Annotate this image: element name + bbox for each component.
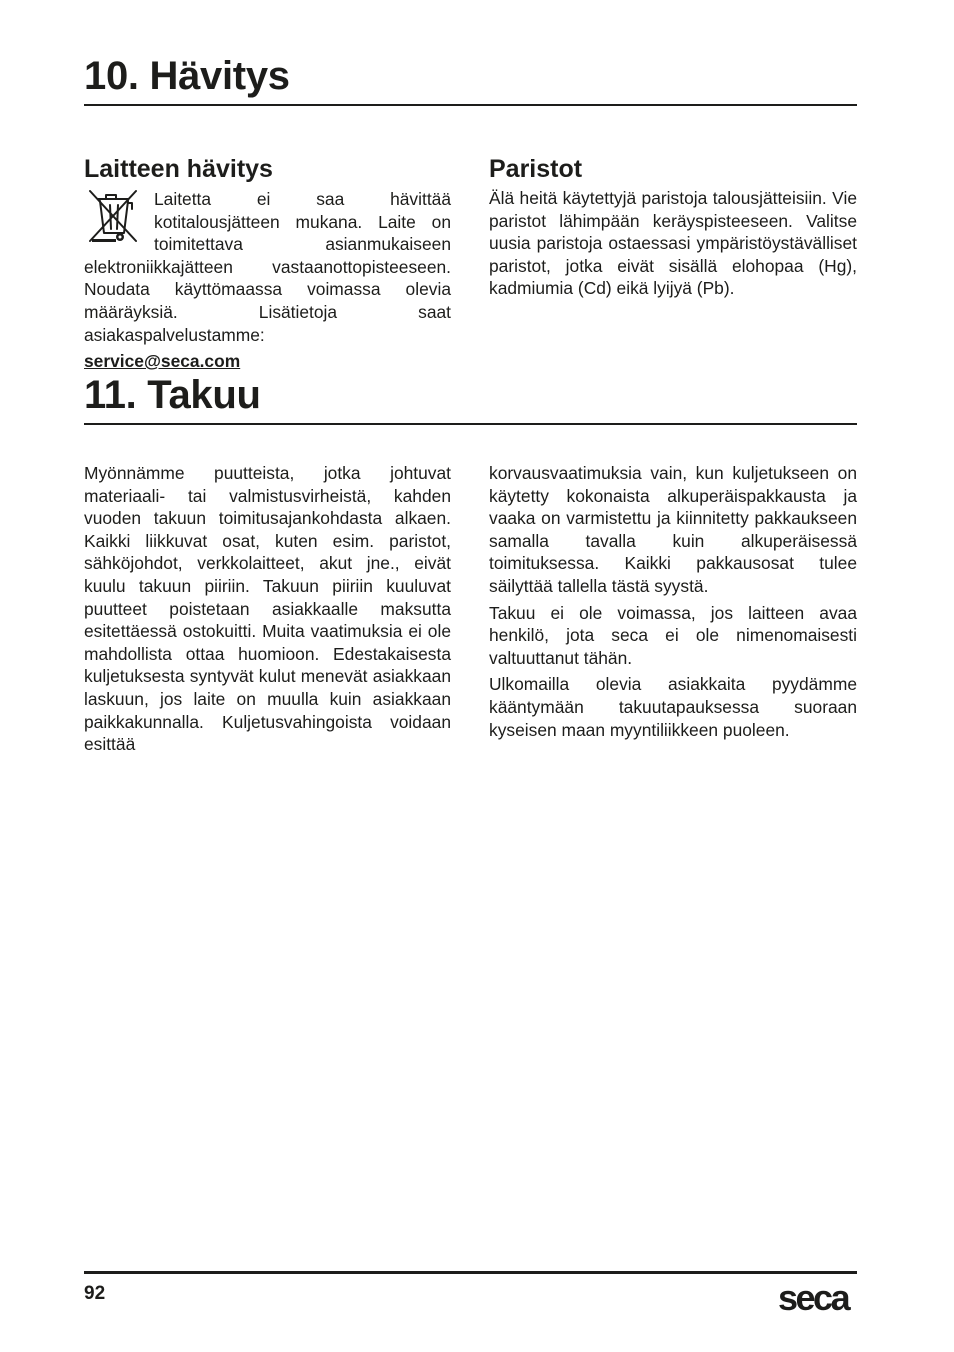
disposal-text: Laitetta ei saa hävittää kotitalousjätteen mukana. Laite on toimitettava asianmukaiseen elektroniikkajätteen vastaanottopisteeseen. Noudata käyttömaassa voimassa olevia määräyksiä. Lisätietoja saat asiakaspalvelustamme: xyxy=(84,189,451,345)
batteries-heading: Paristot xyxy=(489,155,583,183)
section-10-title: 10. Hävitys xyxy=(84,54,290,98)
batteries-text: Älä heitä käytettyjä paristoja talousjätteisiin. Vie paristot lähimpään keräyspisteeseen. Valitse uusia paristoja ostaessasi ympäristöystävälliset paristot, jotka eivät sisällä elohopaa (Hg), kadmiumia (Cd) eikä lyijyä (Pb). xyxy=(489,188,857,299)
service-email-link[interactable]: service@seca.com xyxy=(84,351,241,372)
disposal-block xyxy=(84,154,451,373)
batteries-block xyxy=(489,154,857,300)
section-10-rule xyxy=(84,104,857,106)
disposal-heading: Laitteen hävitys xyxy=(84,155,273,183)
crossed-out-wheelie-bin-icon xyxy=(84,187,142,247)
footer-rule xyxy=(84,1271,857,1274)
seca-logo: seca xyxy=(778,1277,849,1318)
warranty-paragraph: Ulkomailla olevia asiakkaita pyydämme kääntymään takuutapauksessa suoraan kyseisen maan myyntiliikkeen puoleen. xyxy=(489,674,857,740)
section-11-rule xyxy=(84,423,857,425)
warranty-paragraph: Takuu ei ole voimassa, jos laitteen avaa henkilö, jota seca ei ole nimenomaisesti valtuuttanut tähän. xyxy=(489,602,857,668)
section-11-title: 11. Takuu xyxy=(84,373,261,417)
warranty-paragraph: korvausvaatimuksia vain, kun kuljetukseen on käytetty kokonaista alkuperäispakkausta ja vaaka on varmistettu ja kiinnitetty pakkaukseen samalla tavalla kuin alkuperäisessä toimituksessa. Kaikki pakkausosat tulee säilyttää tallella tästä syystä. xyxy=(489,463,857,596)
warranty-text-col2 xyxy=(489,462,857,741)
page-number: 92 xyxy=(84,1283,106,1304)
warranty-text-col1: Myönnämme puutteista, jotka johtuvat materiaali- tai valmistusvirheistä, kahden vuoden takuun toimitusajankohdasta alkaen. Kaikki liikkuvat osat, kuten esim. paristot, sähköjohdot, verkkolaitteet, akut jne., eivät kuulu takuun piiriin. Takuun piiriin kuuluvat puutteet poistetaan asiakkaalle maksutta esitettäessä ostokuitti. Muita vaatimuksia ei ole mahdollista ottaa huomioon. Edestakaisesta kuljetuksesta syntyvät kulut menevät asiakkaan laskuun, jos laite on muulla kuin asiakkaan paikkakunnalla. Kuljetusvahingoista voidaan esittää xyxy=(84,463,451,755)
